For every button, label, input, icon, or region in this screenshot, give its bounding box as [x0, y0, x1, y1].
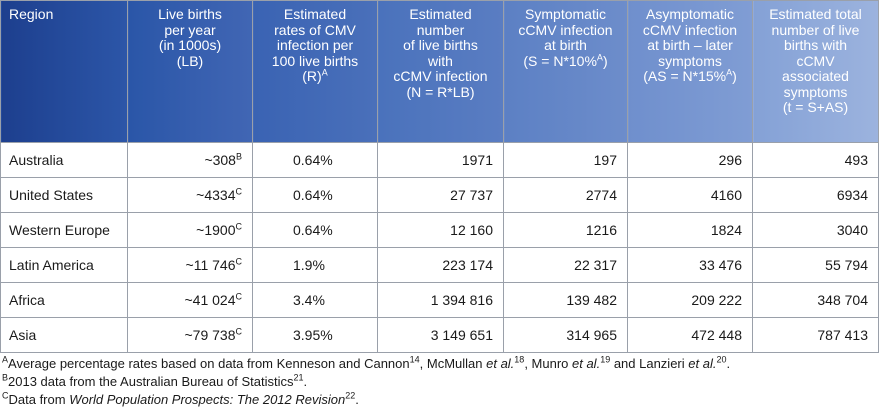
col-header-asymptomatic: Asymptomatic cCMV infection at birth – later symptoms (AS = N*15%$^A$) [628, 1, 753, 143]
cell-ccmv-births: 223 174 [378, 248, 504, 283]
cell-live-births: $\sim 4334^C$ [128, 178, 253, 213]
cell-infection-rate: 0.64% [253, 143, 378, 178]
table-row [1, 318, 879, 353]
cell-live-births: ~41 $024^C$ [128, 283, 253, 318]
footnotes [2, 355, 730, 409]
header-row [1, 1, 879, 143]
table-row [1, 213, 879, 248]
cell-total-symptoms: 6934 [753, 178, 879, 213]
cell-live-births: ~79 $738^C$ [128, 318, 253, 353]
cell-region: Latin America [1, 248, 128, 283]
col-header-total-symptoms: Estimated total number of live births with cCMV associated symptoms (t = S+AS) [753, 1, 879, 143]
col-header-live-births: Live births per year (in 1000s) (LB) [128, 1, 253, 143]
cell-region: Australia [1, 143, 128, 178]
cell-ccmv-births: 12 160 [378, 213, 504, 248]
cell-symptomatic: 22 317 [504, 248, 628, 283]
table-row [1, 143, 879, 178]
cell-asymptomatic: 472 448 [628, 318, 753, 353]
footnote-a: $^A$Average percentage rates based on data from Kenneson and Cannon$^{14}$, McMullan et al.$^{18}$, Munro et al.$^{19}$ and Lanzieri et al.$^{20}$. [2, 354, 731, 371]
col-header-infection-rate: Estimated rates of CMV infection per 100 live births $(R)^A$ [253, 1, 378, 143]
cell-region: Asia [1, 318, 128, 353]
cell-total-symptoms: 55 794 [753, 248, 879, 283]
cell-region: Africa [1, 283, 128, 318]
cell-total-symptoms: 3040 [753, 213, 879, 248]
cell-symptomatic: 314 965 [504, 318, 628, 353]
cell-symptomatic: 139 482 [504, 283, 628, 318]
table-row [1, 248, 879, 283]
cell-total-symptoms: 787 413 [753, 318, 879, 353]
cell-live-births: $\sim 308^B$ [128, 143, 253, 178]
cell-ccmv-births: 1971 [378, 143, 504, 178]
table-row [1, 283, 879, 318]
cell-infection-rate: 0.64% [253, 178, 378, 213]
cell-ccmv-births: 1 394 816 [378, 283, 504, 318]
cell-infection-rate: 1.9% [253, 248, 378, 283]
cell-total-symptoms: 493 [753, 143, 879, 178]
cell-total-symptoms: 348 704 [753, 283, 879, 318]
cell-asymptomatic: 1824 [628, 213, 753, 248]
cell-symptomatic: 1216 [504, 213, 628, 248]
cell-live-births: ~11 $746^C$ [128, 248, 253, 283]
cell-infection-rate: 0.64% [253, 213, 378, 248]
cell-infection-rate: 3.95% [253, 318, 378, 353]
cell-asymptomatic: 296 [628, 143, 753, 178]
col-header-region: Region [1, 1, 128, 143]
footnote-c: $^C$Data from World Population Prospects: The 2012 Revision$^{22}$. [2, 390, 359, 407]
cell-symptomatic: 197 [504, 143, 628, 178]
cell-symptomatic: 2774 [504, 178, 628, 213]
cell-asymptomatic: 209 222 [628, 283, 753, 318]
cell-infection-rate: 3.4% [253, 283, 378, 318]
cell-ccmv-births: 3 149 651 [378, 318, 504, 353]
cell-region: United States [1, 178, 128, 213]
table-body [1, 143, 879, 353]
cell-ccmv-births: 27 737 [378, 178, 504, 213]
col-header-symptomatic: Symptomatic cCMV infection at birth (S = N*10%$^A$) [504, 1, 628, 143]
cell-asymptomatic: 4160 [628, 178, 753, 213]
cell-region: Western Europe [1, 213, 128, 248]
table-header [1, 1, 879, 143]
cell-asymptomatic: 33 476 [628, 248, 753, 283]
cell-live-births: $\sim 1900^C$ [128, 213, 253, 248]
table-row [1, 178, 879, 213]
col-header-ccmv-births: Estimated number of live births with cCMV infection (N = R*LB) [378, 1, 504, 143]
footnote-b: $^B$2013 data from the Australian Bureau of Statistics$^{21}$. [2, 372, 308, 389]
